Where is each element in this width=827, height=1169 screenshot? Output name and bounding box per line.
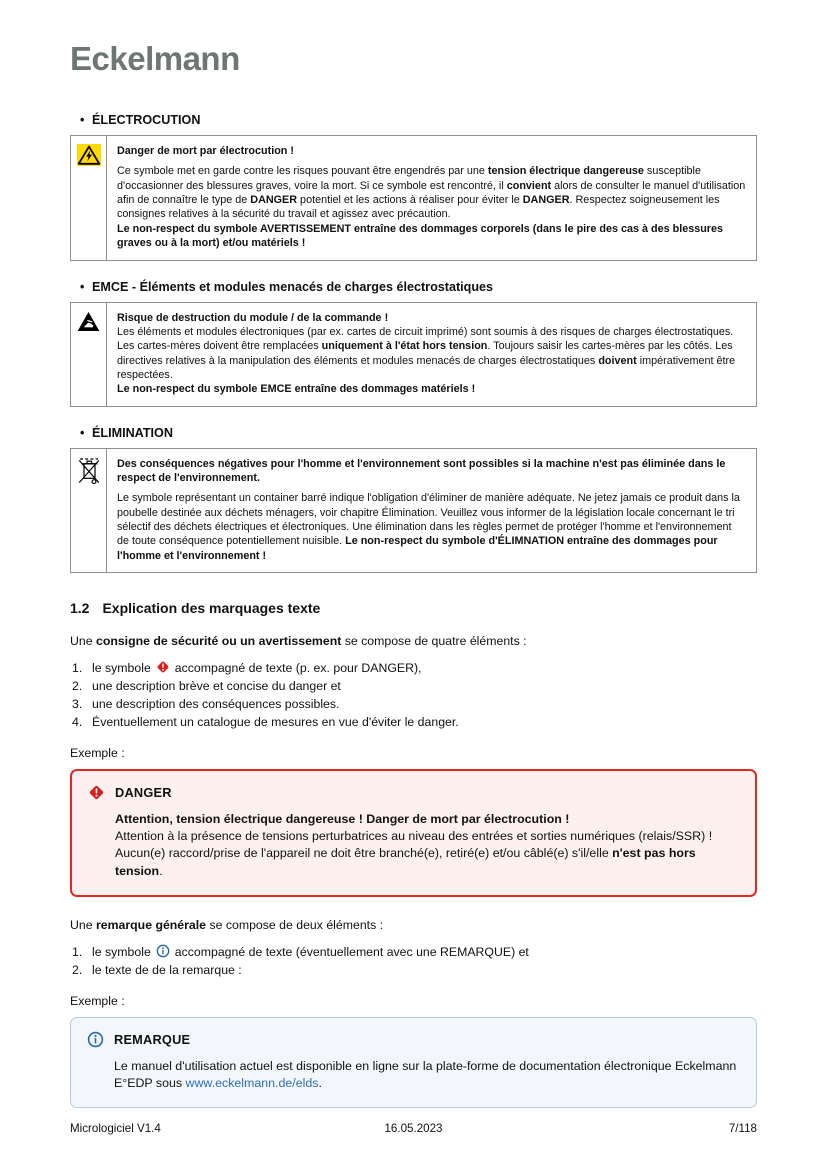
remark-box-body: Le manuel d'utilisation actuel est disponible en ligne sur la plate-forme de documentation électronique Eckelmann E°EDP sous www.eckelmann.de/elds.	[114, 1058, 737, 1090]
danger-text: Attention à la présence de tensions perturbatrices au niveau des entrées et sorties numériques (relais/SSR) ! Aucun(e) raccord/prise de l'appareil ne doit être branché(e), retiré(e) et/ou câblé(e) s'il/elle n'est pas hors tension.	[115, 829, 713, 878]
heading-electrocution	[70, 113, 757, 127]
warning-box-electrocution	[70, 135, 757, 261]
danger-example-box	[70, 769, 757, 897]
footer-date: 16.05.2023	[384, 1122, 443, 1135]
heading-elimination	[70, 426, 757, 440]
heading-elimination-label: ÉLIMINATION	[92, 425, 173, 440]
list-item	[70, 944, 757, 961]
section-heading	[70, 600, 757, 616]
remark-elements-list	[70, 944, 757, 979]
list-item	[70, 714, 757, 731]
remark-label: REMARQUE	[114, 1031, 191, 1047]
footer-page-number: 7/118	[728, 1122, 757, 1135]
crossed-out-wheelie-bin-icon	[71, 449, 107, 573]
danger-box-header	[88, 784, 739, 801]
warning-text-electrocution	[107, 136, 756, 260]
danger-title: Attention, tension électrique dangereuse ! Danger de mort par électrocution !	[115, 811, 570, 826]
list-item-number: 2.	[72, 678, 83, 693]
heading-emce-label: EMCE - Éléments et modules menacés de charges électrostatiques	[92, 279, 494, 294]
list-item-text: une description brève et concise du danger et	[92, 678, 341, 693]
list-item-number: 4.	[72, 714, 83, 729]
list-item	[70, 678, 757, 695]
bullet-dot: •	[80, 425, 85, 440]
warning-body: Les éléments et modules électroniques (par ex. cartes de circuit imprimé) sont soumis à des risques de charges électrostatiques. Les cartes-mères doivent être remplacées uniquement à l'état hors tension. Toujours saisir les cartes-mères par les côtés. Les directives relatives à la manipulation des éléments et modules menacés de charges électrostatiques doivent impérativement être respectées.	[117, 325, 736, 381]
warning-text-emce	[107, 303, 756, 406]
list-item-number: 1.	[72, 660, 83, 675]
eckelmann-elds-link[interactable]: www.eckelmann.de/elds	[185, 1075, 319, 1090]
warning-body: Ce symbole met en garde contre les risques pouvant être engendrés par une tension électrique dangereuse susceptible d'occasionner des blessures graves, voire la mort. Si ce symbole est rencontré, il convient alors de consulter le manuel d'utilisation afin de connaître le type de DANGER potentiel et les actions à réaliser pour éviter le DANGER. Respectez soigneusement les consignes relatives à la sécurité du travail et agissez avec précaution.	[117, 165, 746, 221]
footer-firmware-version: Micrologiciel V1.4	[70, 1122, 161, 1135]
list-item-number: 1.	[72, 944, 83, 959]
eckelmann-logo: Eckelmann	[70, 40, 240, 77]
warning-box-emce	[70, 302, 757, 407]
example-label: Exemple :	[70, 745, 125, 760]
warning-title: Risque de destruction du module / de la commande !	[117, 311, 389, 324]
list-item	[70, 962, 757, 979]
warning-text-elimination	[107, 449, 756, 573]
info-circle-icon	[156, 944, 170, 958]
list-item-text: Éventuellement un catalogue de mesures en vue d'éviter le danger.	[92, 714, 459, 729]
example-label: Exemple :	[70, 993, 125, 1008]
warning-consequence: Le non-respect du symbole EMCE entraîne des dommages matériels !	[117, 383, 476, 396]
page-footer	[70, 1122, 757, 1135]
section-title: Explication des marquages texte	[102, 600, 321, 617]
esd-warning-triangle-icon	[71, 303, 107, 406]
bullet-dot: •	[80, 113, 85, 127]
section-number: 1.2	[70, 600, 90, 617]
danger-box-body	[115, 811, 739, 880]
warning-box-elimination	[70, 448, 757, 574]
danger-diamond-icon	[156, 660, 170, 674]
danger-label: DANGER	[115, 784, 172, 800]
list-item-text: le texte de de la remarque :	[92, 962, 242, 977]
info-circle-icon	[87, 1031, 104, 1048]
intro-paragraph: Une consigne de sécurité ou un avertissement se compose de quatre éléments :	[70, 634, 527, 649]
remark-intro-paragraph: Une remarque générale se compose de deux éléments :	[70, 918, 384, 933]
list-item-text: le symbole accompagné de texte (p. ex. pour DANGER),	[92, 660, 422, 675]
warning-body: Le symbole représentant un container barré indique l'obligation d'éliminer de manière adéquate. Ne jetez jamais ce produit dans la poubelle destinée aux déchets ménagers, voir chapitre Élimination. Veuillez vous informer de la législation locale concernant le tri sélectif des déchets électriques et électroniques. Une élimination dans les règles permet de protéger l'homme et l'environnement de toute conséquence potentiellement nuisible. Le non-respect du symbole d'ÉLIMNATION entraîne des dommages pour l'homme et l'environnement !	[117, 492, 740, 562]
safety-note-elements-list	[70, 660, 757, 731]
warning-title: Danger de mort par électrocution !	[117, 145, 294, 157]
list-item-text: une description des conséquences possibles.	[92, 696, 340, 711]
danger-diamond-icon	[88, 784, 105, 801]
warning-title: Des conséquences négatives pour l'homme et l'environnement sont possibles si la machine n'est pas éliminée dans le respect de l'environnement.	[117, 457, 726, 485]
warning-consequence: Le non-respect du symbole AVERTISSEMENT entraîne des dommages corporels (dans le pire des cas à des blessures graves ou à la mort) et/ou matériels !	[117, 222, 724, 250]
list-item	[70, 660, 757, 677]
bullet-dot: •	[80, 279, 85, 294]
list-item-text: le symbole accompagné de texte (éventuellement avec une REMARQUE) et	[92, 944, 529, 959]
list-item	[70, 696, 757, 713]
heading-electrocution-label: ÉLECTROCUTION	[92, 113, 201, 127]
remark-box-header	[87, 1031, 740, 1048]
list-item-number: 3.	[72, 696, 83, 711]
list-item-number: 2.	[72, 962, 83, 977]
heading-emce	[70, 280, 757, 294]
page-content	[70, 0, 757, 1108]
high-voltage-warning-triangle-icon	[71, 136, 107, 260]
remark-example-box	[70, 1017, 757, 1109]
